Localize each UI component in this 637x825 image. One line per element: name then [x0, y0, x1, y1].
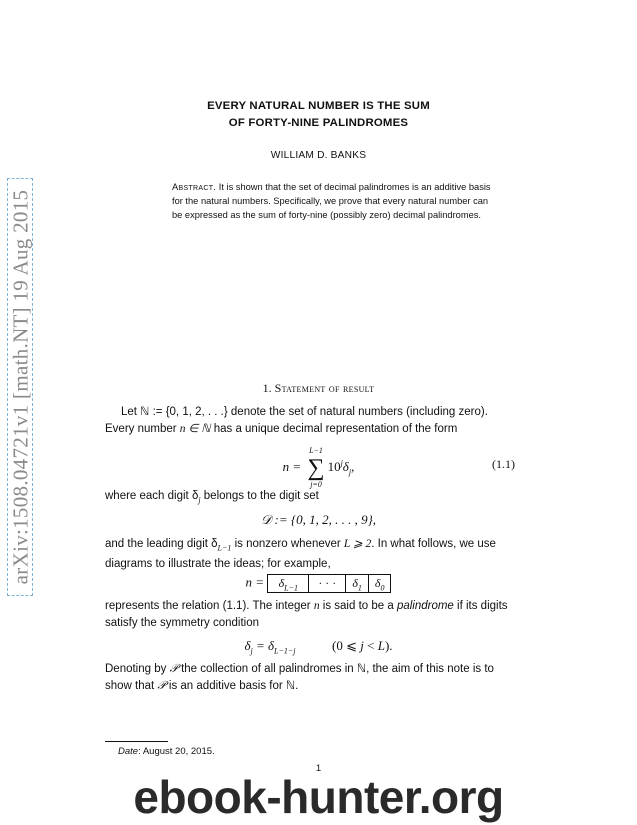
paragraph-1 — [105, 404, 531, 438]
paper-title-line-2: OF FORTY-NINE PALINDROMES — [228, 117, 409, 129]
abstract-line-3: be expressed as the sum of forty-nine (possibly zero) decimal palindromes. — [172, 210, 482, 220]
digit-cell-ellipsis: · · · — [309, 575, 346, 592]
section-heading — [0, 381, 637, 396]
arxiv-identifier: arXiv:1508.04721v1 [math.NT] 19 Aug 2015 — [8, 189, 33, 585]
abstract-line-1: Abstract. It is shown that the set of decimal palindromes is an additive basis — [172, 182, 491, 192]
footnote-rule — [105, 741, 168, 742]
paper-title-line-1: EVERY NATURAL NUMBER IS THE SUM — [207, 100, 430, 112]
paragraph-3: and the leading digit $\delta_{L-1}$ is nonzero whenever L ⩾ 2. In what follows, we use diagrams to illustrate the ideas; for example, — [105, 538, 496, 571]
digit-diagram-table — [267, 574, 391, 593]
footnote-date: Date: August 20, 2015. — [118, 746, 215, 757]
section-title: Statement of result — [274, 381, 375, 395]
abstract — [172, 180, 512, 222]
paragraph-1-line-2: Every number n ∈ ℕ has a unique decimal representation of the form — [105, 423, 458, 435]
digit-cell-delta-1: $\delta_1$ — [346, 575, 369, 592]
digit-cell-delta-0: $\delta_0$ — [374, 576, 385, 593]
equation-1-1: n = L−1 ∑ j=0 $10^j\delta_j$, — [282, 446, 355, 489]
section-number: 1. — [262, 381, 272, 395]
paragraph-4: represents the relation (1.1). The integer n is said to be a palindrome if its digits satisfy the symmetry condition — [105, 600, 508, 629]
digit-set-equation: 𝒟 := {0, 1, 2, . . . , 9}, — [260, 512, 377, 527]
abstract-label: Abstract. — [172, 182, 217, 192]
paragraph-2: where each digit $\delta_j$ belongs to the digit set — [105, 490, 319, 505]
paper-author: WILLIAM D. BANKS — [270, 150, 367, 161]
symmetry-condition: $\delta_j = \delta_{L-1-j}$ (0 ⩽ j < L). — [244, 638, 393, 656]
digit-diagram: n = $\delta_{L-1}$ · · · $\delta_1$ $\delta_0$ — [0, 574, 637, 593]
paragraph-5: Denoting by 𝒫 the collection of all palindromes in ℕ, the aim of this note is to show that 𝒫 is an additive basis for ℕ. — [105, 663, 494, 692]
watermark-text: ebook-hunter.org — [133, 771, 504, 823]
equation-number-1-1: (1.1) — [492, 457, 515, 471]
page-number: 1 — [315, 763, 322, 774]
summation-symbol: L−1 ∑ j=0 — [307, 446, 325, 489]
digit-cell-leading: $\delta_{L-1}$ — [268, 575, 309, 592]
paragraph-1-line-1: Let ℕ := {0, 1, 2, . . .} denote the set of natural numbers (including zero). — [121, 406, 488, 418]
abstract-line-2: for the natural numbers. Specifically, we prove that every natural number can — [172, 196, 489, 206]
